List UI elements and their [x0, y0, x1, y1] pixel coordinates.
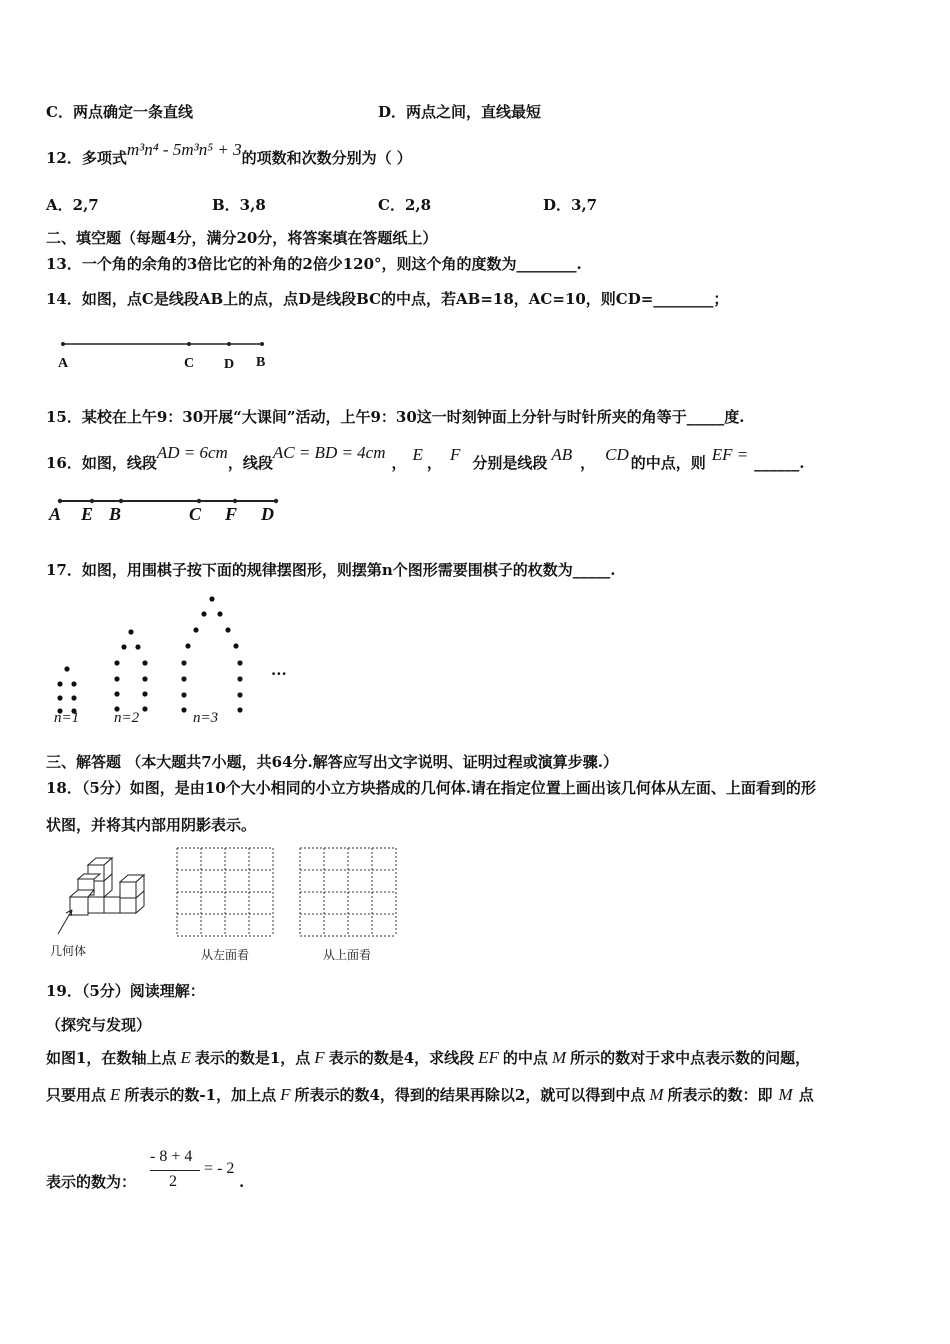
label-n3: n=3	[193, 710, 219, 726]
q14: 14．如图，点C是线段AB上的点，点D是线段BC的中点，若AB=18，AC=10，则CD=________；	[46, 290, 729, 308]
q19-text: 如图1，在数轴上点	[46, 1049, 177, 1067]
q16-blank: ______.	[754, 454, 805, 472]
math-e: E	[110, 1085, 121, 1104]
fraction-numerator: - 8 + 4	[150, 1148, 193, 1165]
math-ef: EF	[478, 1048, 499, 1067]
q19-text: 所示的数对于求中点表示数的问题，	[570, 1049, 811, 1067]
math-m: M	[551, 1048, 567, 1067]
math-e: E	[180, 1048, 191, 1067]
section-2-heading: 二、填空题（每题4分，满分20分，将答案填在答题纸上）	[46, 229, 438, 247]
q16-text-3: ，	[391, 454, 407, 472]
q16-text-2: ，线段	[227, 454, 273, 472]
q12-option-c: C．2,8	[378, 196, 432, 214]
q19-text: 所表示的数4，得到的结果再除以2，就可以得到中点	[294, 1086, 646, 1104]
cube-face	[120, 882, 136, 898]
cube-face	[88, 897, 104, 913]
label-b: B	[256, 355, 266, 370]
q16-text-1: 16．如图，线段	[46, 454, 157, 472]
top-view-grid	[300, 848, 396, 936]
caption-top-view: 从上面看	[323, 948, 372, 962]
q12-option-b: B．3,8	[212, 196, 266, 214]
label-c: C	[184, 356, 195, 371]
fraction-denominator: 2	[169, 1173, 177, 1190]
label-b: B	[109, 504, 122, 524]
q19-title: 19．（5分）阅读理解：	[46, 982, 205, 1000]
q16-text-7: 的中点，则	[630, 454, 706, 472]
caption-solid: 几何体	[50, 944, 87, 958]
math-f: F	[314, 1048, 325, 1067]
cube-face	[104, 897, 120, 913]
q19-line-3-label: 表示的数为：	[46, 1173, 137, 1191]
ellipsis: ...	[271, 661, 287, 679]
q12-polynomial: m³n⁴ - 5m³n⁵ + 3	[126, 140, 242, 159]
q15: 15．某校在上午9：30开展“大课间”活动，上午9：30这一时刻钟面上分针与时针所夹的角等于_____度.	[46, 408, 745, 426]
fraction-bar	[150, 1170, 200, 1171]
section-3-heading: 三、解答题 （本大题共7小题，共64分.解答应写出文字说明、证明过程或演算步骤.）	[46, 753, 618, 771]
q16-math-ef: EF =	[711, 445, 749, 464]
q19-text: 所表示的数：即	[667, 1086, 773, 1104]
q19-text: 所表示的数-1，加上点	[124, 1086, 277, 1104]
q16-text-4: ，	[426, 454, 442, 472]
option-c: C．两点确定一条直线	[46, 103, 193, 121]
q13: 13．一个角的余角的3倍比它的补角的2倍少120°，则这个角的度数为________.	[46, 255, 582, 273]
q12-number: 12．多项式	[46, 149, 127, 167]
q16-math-ad: AD = 6cm	[156, 443, 228, 462]
q19-text: 表示的数是4，求线段	[328, 1049, 475, 1067]
q19-subtitle: （探究与发现）	[46, 1016, 152, 1034]
q16-text-6: ，	[580, 454, 596, 472]
label-e: E	[81, 504, 94, 524]
q16-math-f: F	[449, 445, 461, 464]
q12-option-d: D．3,7	[543, 196, 598, 214]
q16-math-cd: CD	[605, 445, 629, 464]
label-d: D	[224, 357, 235, 372]
q19-line-1	[46, 1048, 810, 1068]
label-d: D	[261, 504, 274, 524]
math-m: M	[778, 1085, 793, 1104]
q19-text: 只要用点	[46, 1086, 107, 1104]
q19-text: 点	[798, 1086, 814, 1104]
label-c: C	[189, 504, 202, 524]
cube-face	[70, 897, 88, 915]
q18-line-2: 状图，并将其内部用阴影表示。	[46, 816, 257, 834]
label-f: F	[225, 504, 238, 524]
q19-line-2	[46, 1085, 814, 1105]
label-a: A	[58, 356, 69, 371]
caption-left-view: 从左面看	[201, 948, 250, 962]
q16-text-5: 分别是线段	[472, 454, 548, 472]
cube-face	[120, 898, 136, 913]
arrow-line	[58, 910, 72, 934]
q19-period: .	[239, 1173, 245, 1191]
q19-text: 表示的数是1，点	[194, 1049, 311, 1067]
q12-option-a: A．2,7	[46, 196, 99, 214]
q17: 17．如图，用围棋子按下面的规律摆图形，则摆第n个图形需要围棋子的枚数为_____.	[46, 561, 616, 579]
q18-line-1: 18．（5分）如图，是由10个大小相同的小立方块搭成的几何体.请在指定位置上画出该几何体从左面、上面看到的形	[46, 779, 816, 797]
label-n1: n=1	[54, 710, 80, 726]
left-view-grid	[177, 848, 273, 936]
q16-math-e: E	[412, 445, 423, 464]
label-n2: n=2	[114, 710, 140, 726]
math-f: F	[280, 1085, 291, 1104]
fraction-result: = - 2	[204, 1160, 235, 1177]
q16-math-ab: AB	[551, 445, 573, 464]
q16-math-ac-bd: AC = BD = 4cm	[272, 443, 386, 462]
option-d: D．两点之间，直线最短	[378, 103, 542, 121]
label-a: A	[49, 504, 62, 524]
math-m: M	[649, 1085, 664, 1104]
q12-tail: 的项数和次数分别为（ ）	[241, 149, 412, 167]
q19-text: 的中点	[502, 1049, 548, 1067]
